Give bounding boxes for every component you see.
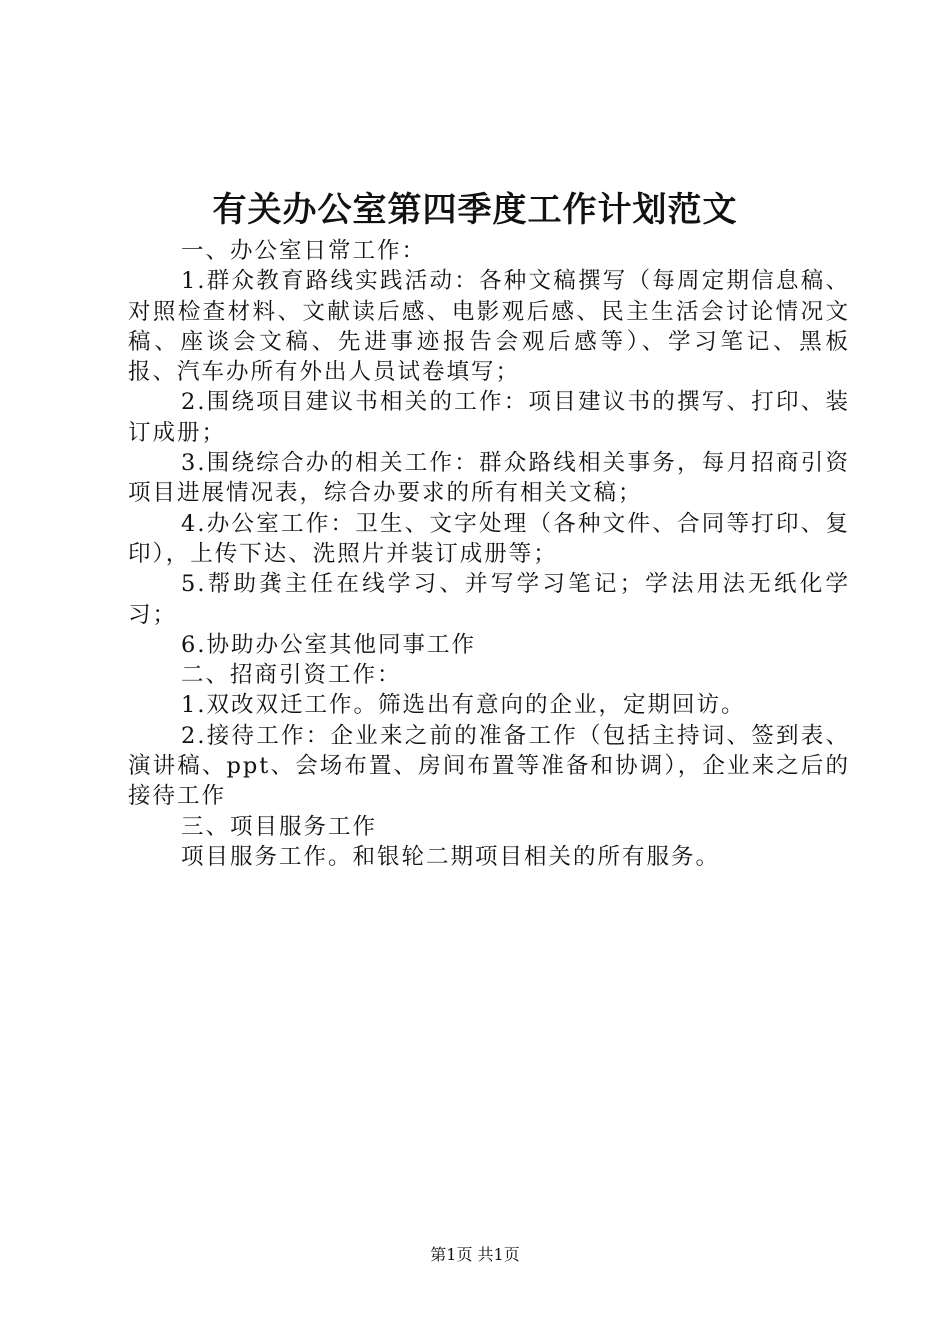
section-heading-project-service: 三、项目服务工作 bbox=[181, 813, 378, 840]
paragraph-item: 2.围绕项目建议书相关的工作：项目建议书的撰写、打印、装订成册； bbox=[128, 389, 850, 446]
paragraph-item: 5.帮助龚主任在线学习、并写学习笔记；学法用法无纸化学习； bbox=[128, 571, 850, 628]
section-heading-office-daily: 一、办公室日常工作： bbox=[181, 238, 427, 264]
document-title: 有关办公室第四季度工作计划范文 bbox=[212, 190, 738, 230]
page-number-footer: 第1页 共1页 bbox=[430, 1245, 520, 1264]
paragraph-item: 1.双改双迁工作。筛选出有意向的企业，定期回访。 bbox=[181, 692, 746, 719]
paragraph-item: 1.群众教育路线实践活动：各种文稿撰写（每周定期信息稿、对照检查材料、文献读后感、电影观后感、民主生活会讨论情况文稿、座谈会文稿、先进事迹报告会观后感等）、学习笔记、黑板报、汽车办所有外出人员试卷填写； bbox=[128, 268, 850, 386]
paragraph-item: 项目服务工作。和银轮二期项目相关的所有服务。 bbox=[181, 843, 721, 870]
paragraph-item: 2.接待工作：企业来之前的准备工作（包括主持词、签到表、演讲稿、ppt、会场布置、房间布置等准备和协调），企业来之后的接待工作 bbox=[128, 722, 850, 810]
paragraph-item: 6.协助办公室其他同事工作 bbox=[181, 631, 476, 658]
paragraph-item: 3.围绕综合办的相关工作：群众路线相关事务，每月招商引资项目进展情况表，综合办要求的所有相关文稿； bbox=[128, 450, 850, 507]
paragraph-item: 4.办公室工作：卫生、文字处理（各种文件、合同等打印、复印），上传下达、洗照片并装订成册等； bbox=[128, 510, 850, 567]
section-heading-investment: 二、招商引资工作： bbox=[181, 662, 402, 689]
document-body bbox=[128, 236, 850, 872]
